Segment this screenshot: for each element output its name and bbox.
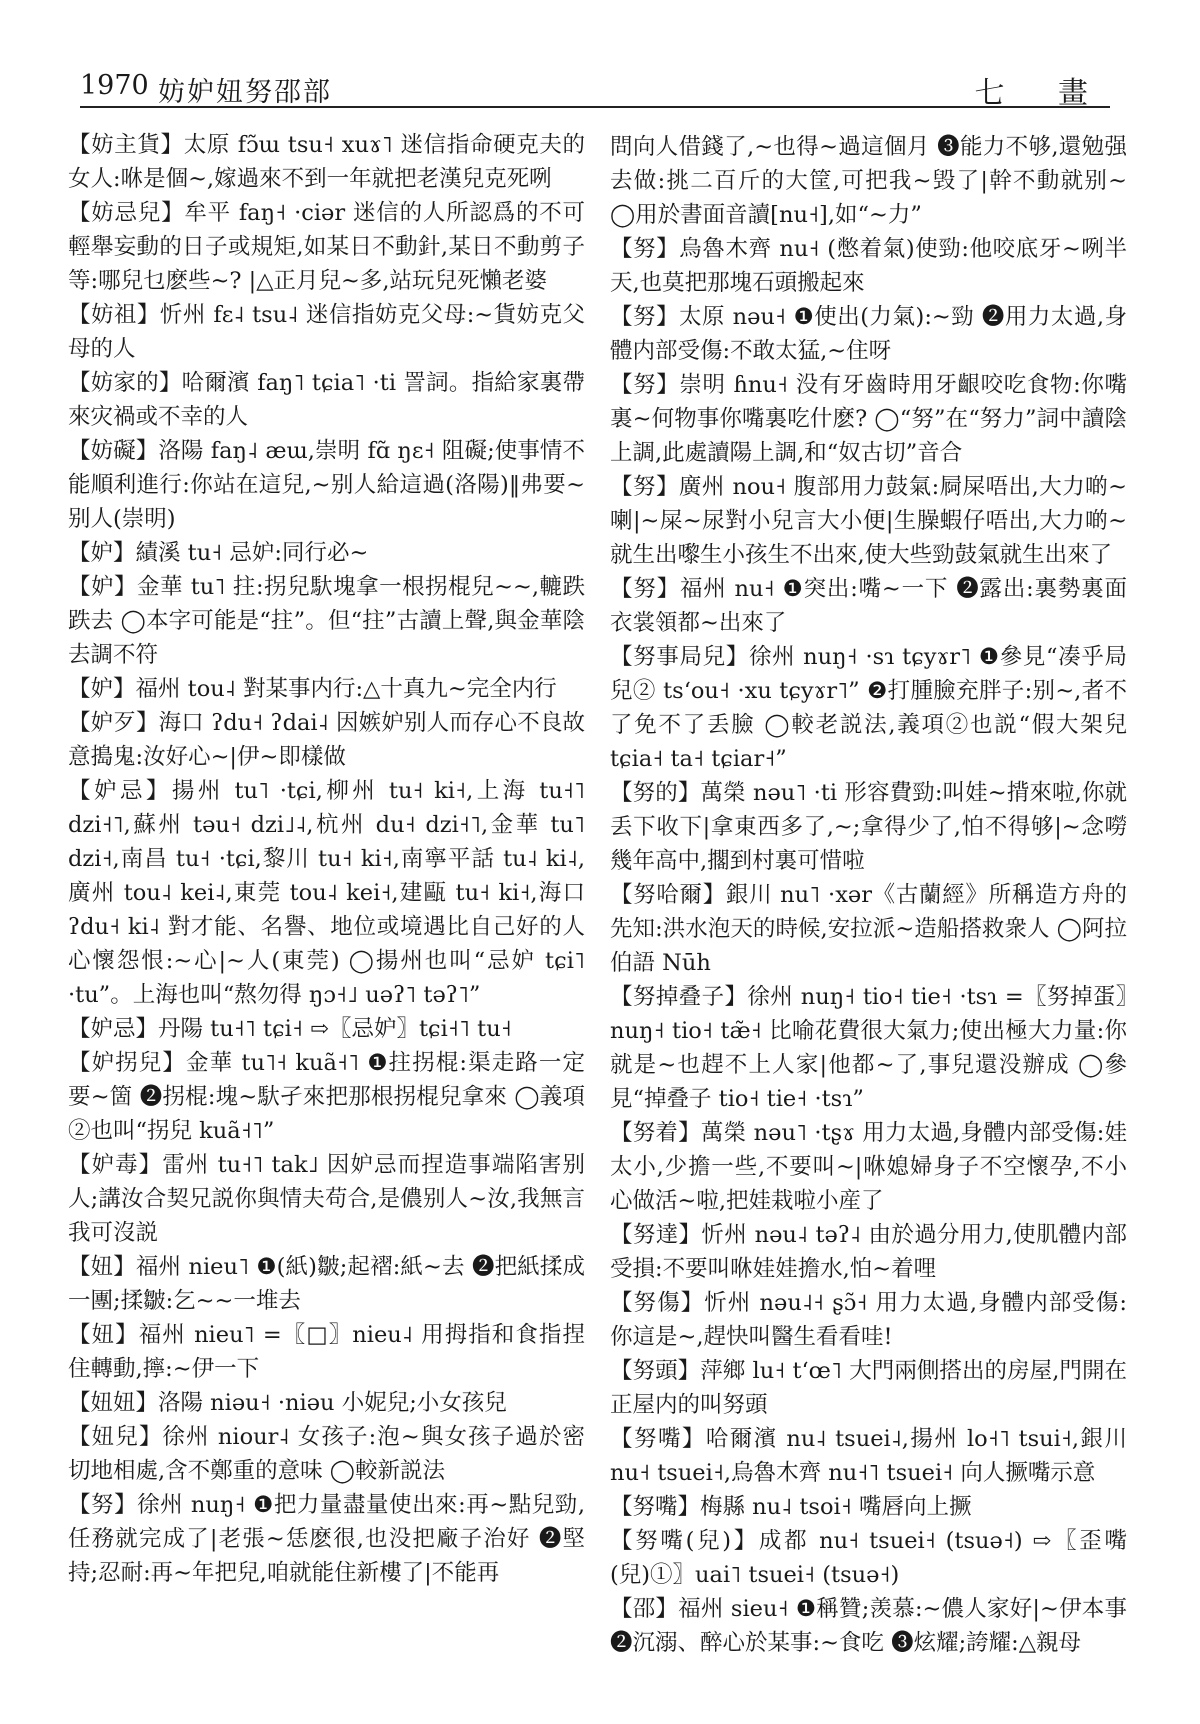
dictionary-entry: 【妨礙】洛陽 faŋ˨ æɯ,崇明 fɑ̃ ŋɛ˧ 阻礙;使事情不能順利進行:你站在這兒,~别人給這過(洛陽)‖弗要~别人(崇明) [68,438,585,532]
dictionary-entry: 【妨家的】哈爾濱 faŋ˥ tɕia˥ ·ti 詈詞。指給家裏帶來灾禍或不幸的人 [68,370,585,430]
dictionary-entry: 【努嘴】梅縣 nu˨ tsoi˧ 嘴唇向上撅 [610,1494,972,1520]
dictionary-entry: 【努哈爾】銀川 nu˥ ·xər《古蘭經》所稱造方舟的先知:洪水泡天的時候,安拉派~造船搭救衆人 ◯阿拉伯語 Nūh [610,882,1127,976]
dictionary-entry: 【妒拐兒】金華 tu˥˧ kuã˧˥ ❶拄拐棍:渠走路一定要~箇 ❷拐棍:塊~馱孑來把那根拐棍兒拿來 ◯義項②也叫“拐兒 kuã˧˥” [68,1050,585,1144]
dictionary-entry: 【努頭】萍鄉 lu˧ tʻœ˥ 大門兩側搭出的房屋,門開在正屋内的叫努頭 [610,1358,1127,1418]
chapter-label: 七 畫 [974,76,1110,111]
dictionary-entry: 問向人借錢了,~也得~過這個月 ❸能力不够,還勉强去做:挑二百斤的大筐,可把我~毁了|幹不動就别~ ◯用於書面音讀[nu˧],如“~力” [610,134,1127,228]
dictionary-entry: 【妒忌】丹陽 tu˧˥ tɕi˧ ⇨〖忌妒〗tɕi˧˥ tu˧ [68,1016,512,1042]
dictionary-entry: 【努傷】忻州 nəu˨˧ ʂɔ̃˧ 用力太過,身體内部受傷:你這是~,趕快叫醫生看看哇! [610,1290,1127,1350]
dictionary-entry: 【努掉叠子】徐州 nuŋ˧ tio˧ tie˧ ·tsɿ =〖努掉蛋〗nuŋ˧ tio˧ tæ̃˧ 比喻花費很大氣力;使出極大力量:你就是~也趕不上人家|他都~了,事兒還没辦成 ◯參見“掉叠子 tio˧ tie˧ ·tsɿ” [610,984,1127,1112]
dictionary-entry: 【妞】福州 nieu˥ =〖□〗nieu˨ 用拇指和食指捏住轉動,擰:~伊一下 [68,1322,585,1382]
dictionary-entry: 【努】崇明 ɦnu˧ 没有牙齒時用牙齦咬吃食物:你嘴裏~何物事你嘴裏吃什麽? ◯“努”在“努力”詞中讀陰上調,此處讀陽上調,和“奴古切”音合 [610,372,1127,466]
dictionary-entry: 【努】太原 nəu˧ ❶使出(力氣):~勁 ❷用力太過,身體内部受傷:不敢太猛,~住呀 [610,304,1127,364]
dictionary-entry: 【妒】績溪 tu˧ 忌妒:同行必~ [68,540,369,566]
dictionary-entry: 【妨祖】忻州 fɛ˨ tsu˨ 迷信指妨克父母:~貨妨克父母的人 [68,302,585,362]
dictionary-entry: 【努嘴】哈爾濱 nu˨ tsuei˨,揚州 lo˧˥ tsui˧,銀川 nu˧ tsuei˧,烏魯木齊 nu˧˥ tsuei˧ 向人撅嘴示意 [610,1426,1127,1486]
dictionary-entry: 【妒】福州 tou˨ 對某事内行:△十真九~完全内行 [68,676,557,702]
dictionary-entry: 【妞妞】洛陽 niəu˧ ·niəu 小妮兒;小女孩兒 [68,1390,507,1416]
dictionary-entry: 【努】烏魯木齊 nu˧ (憋着氣)使勁:他咬底牙~咧半天,也莫把那塊石頭搬起來 [610,236,1127,296]
right-column [610,130,1127,1710]
dictionary-entry: 【努事局兒】徐州 nuŋ˧ ·sɿ tɕyɤr˥ ❶參見“凑乎局兒② tsʻou˧ ·xu tɕyɤr˥” ❷打腫臉充胖子:别~,者不了免不了丢臉 ◯較老説法,義項②也説“假大架兒 tɕia˧ ta˧ tɕiar˧” [610,644,1127,772]
section-title: 妨妒妞努邵部 [158,77,332,108]
dictionary-entry: 【妒忌】揚州 tu˥ ·tɕi,柳州 tu˧ ki˧,上海 tu˧˥ dzi˧˥,蘇州 təu˧ dzi˩˨,杭州 du˧ dzi˧˥,金華 tu˥ dzi˧,南昌 tu˧ ·tɕi,黎川 tu˧ ki˧,南寧平話 tu˨ ki˨,廣州 tou˨ kei˨,東莞 tou˨ kei˧,建甌 tu˧ ki˧,海口 ʔdu˧ ki˨ 對才能、名譽、地位或境遇比自己好的人心懷怨恨:~心|~人(東莞) ◯揚州也叫“忌妒 tɕi˥ ·tu”。上海也叫“熬勿得 ŋɔ˧˩ uəʔ˥ təʔ˥” [68,778,585,1008]
page-header [80,62,1110,111]
dictionary-entry: 【努着】萬榮 nəu˥ ·tʂɤ 用力太過,身體内部受傷:娃太小,少擔一些,不要叫~|咻媳婦身子不空懷孕,不小心做活~啦,把娃栽啦小産了 [610,1120,1127,1214]
dictionary-entry: 【妒】金華 tu˥ 拄:拐兒馱塊拿一根拐棍兒~~,轆跌跌去 ◯本字可能是“拄”。但“拄”古讀上聲,與金華陰去調不符 [68,574,585,668]
dictionary-entry: 【努的】萬榮 nəu˥ ·ti 形容費勁:叫娃~揹來啦,你就丢下收下|拿東西多了,~;拿得少了,怕不得够|~念嘮幾年高中,擱到村裏可惜啦 [610,780,1127,874]
dictionary-entry: 【努】廣州 nou˧ 腹部用力鼓氣:屙屎唔出,大力啲~喇|~屎~尿對小兒言大小便|生臊蝦仔唔出,大力啲~就生出嚟生小孩生不出來,使大些勁鼓氣就生出來了 [610,474,1127,568]
dictionary-entry: 【妞】福州 nieu˥ ❶(紙)皺;起褶:紙~去 ❷把紙揉成一團;揉皺:乞~~一堆去 [68,1254,585,1314]
dictionary-entry: 【邵】福州 sieu˧ ❶稱贊;羡慕:~儂人家好|~伊本事 ❷沉溺、醉心於某事:~食吃 ❸炫耀;誇耀:△親母 [610,1596,1127,1656]
dictionary-entry: 【妒毒】雷州 tu˧˥ tak˩ 因妒忌而捏造事端陷害别人;講汝合契兄説你與情夫苟合,是儂别人~汝,我無言我可沒説 [68,1152,585,1246]
dictionary-entry: 【妒歹】海口 ʔdu˧ ʔdai˨ 因嫉妒别人而存心不良故意搗鬼:汝好心~|伊~即樣做 [68,710,585,770]
dictionary-entry: 【努嘴(兒)】成都 nu˧ tsuei˧ (tsuə˧) ⇨〖歪嘴(兒)①〗uai˥ tsuei˧ (tsuə˧) [610,1528,1127,1588]
dictionary-entry: 【妨忌兒】牟平 faŋ˧ ·ciər 迷信的人所認爲的不可輕舉妄動的日子或規矩,如某日不動針,某日不動剪子等:哪兒乜麽些~? |△正月兒~多,站玩兒死懶老婆 [68,200,585,294]
dictionary-entry: 【妞兒】徐州 niour˨ 女孩子:泡~與女孩子過於密切地相處,含不鄭重的意味 ◯較新説法 [68,1424,585,1484]
dictionary-entry: 【努】福州 nu˧ ❶突出:嘴~一下 ❷露出:裏勢裏面衣裳領都~出來了 [610,576,1127,636]
dictionary-entry: 【妨主貨】太原 fɔ̃ɯ tsu˧ xuɤ˥ 迷信指命硬克夫的女人:咻是個~,嫁過來不到一年就把老漢兒克死咧 [68,132,585,192]
page-number: 1970 [80,70,149,101]
left-column [68,128,585,1708]
dictionary-entry: 【努達】忻州 nəu˨ təʔ˨ 由於過分用力,使肌體内部受損:不要叫咻娃娃擔水,怕~着哩 [610,1222,1127,1282]
dictionary-entry: 【努】徐州 nuŋ˧ ❶把力量盡量使出來:再~點兒勁,任務就完成了|老張~恁麽很,也没把廠子治好 ❷堅持;忍耐:再~年把兒,咱就能住新樓了|不能再 [68,1492,585,1586]
